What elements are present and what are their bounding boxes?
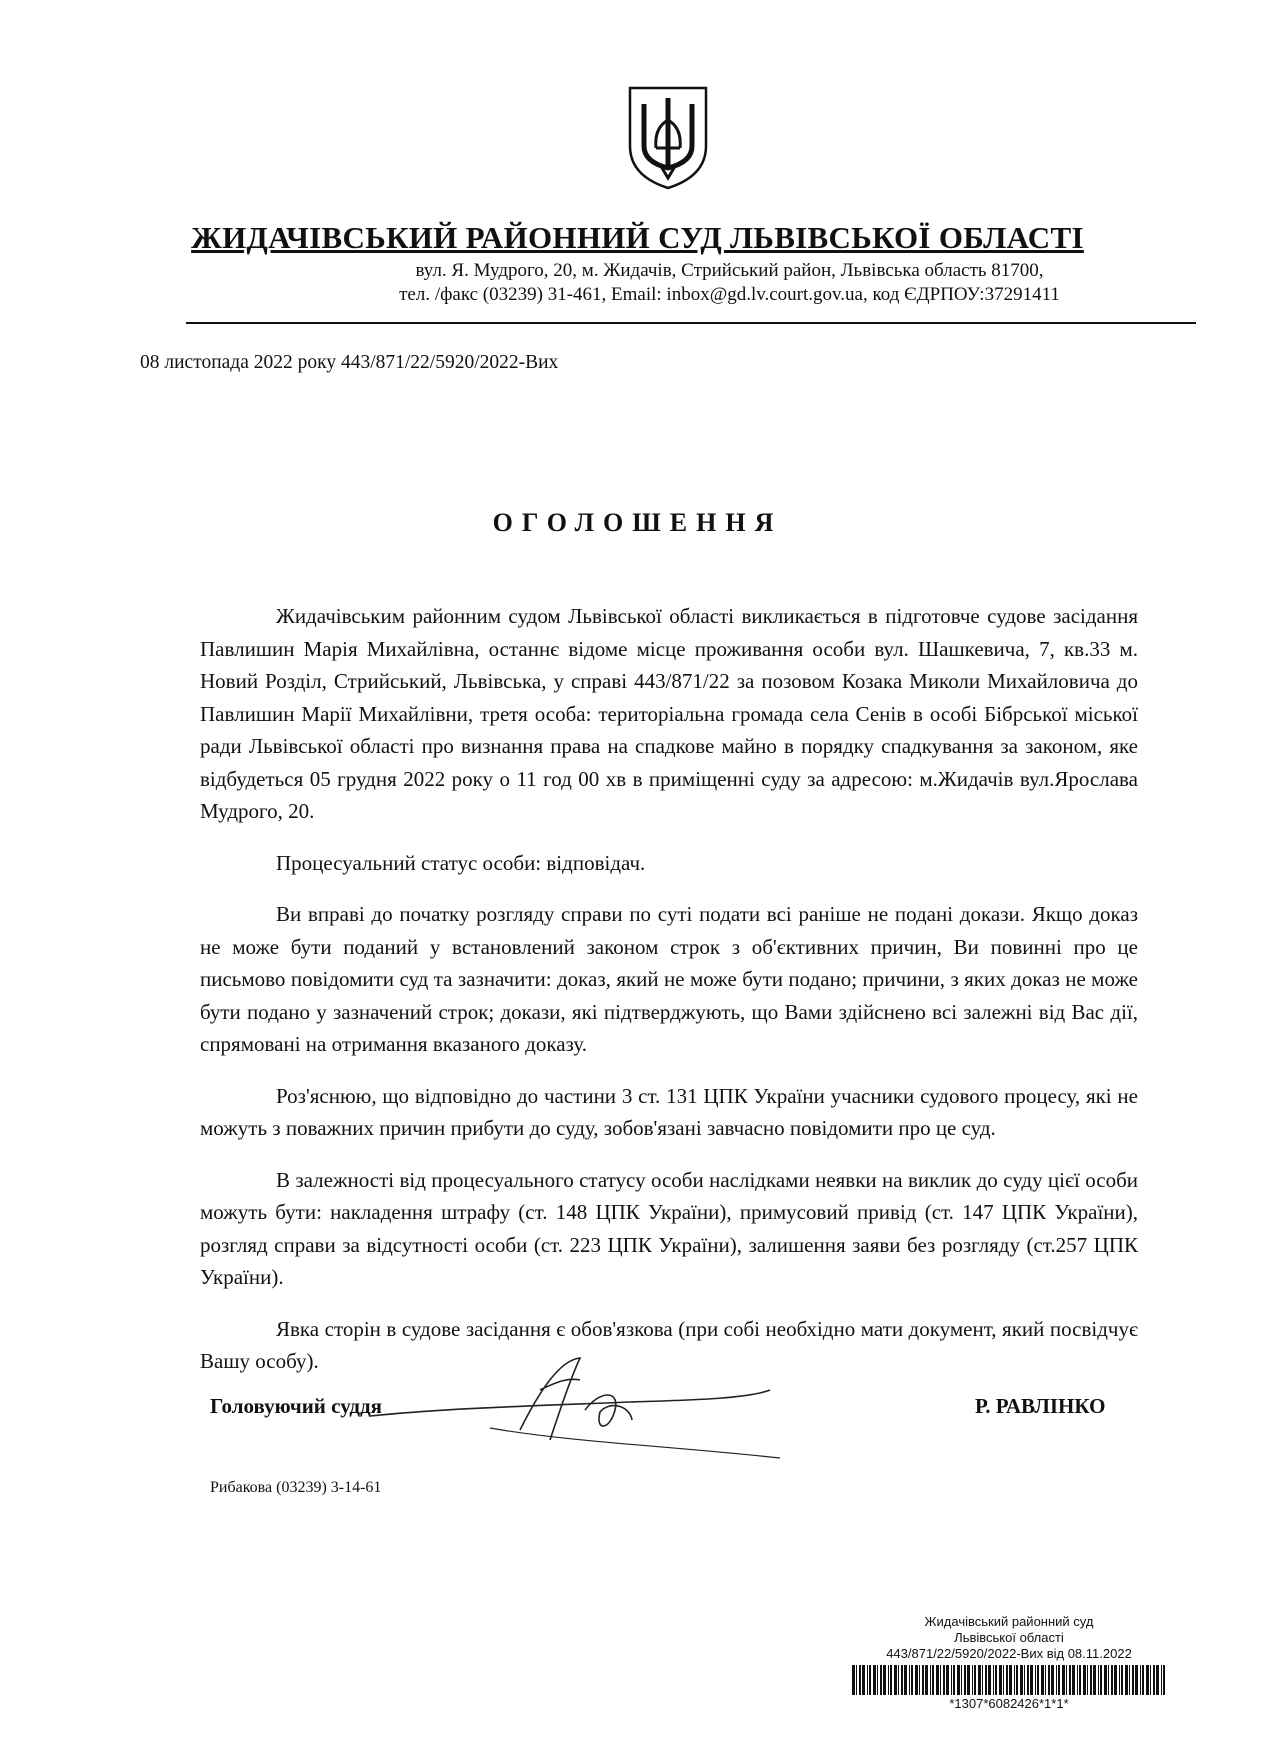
barcode-bar	[1140, 1665, 1141, 1695]
registration-stamp	[844, 1614, 1174, 1662]
barcode-bar	[911, 1665, 913, 1695]
barcode-bar	[867, 1665, 868, 1695]
barcode-bar	[1090, 1665, 1092, 1695]
paragraph-evidence: Ви вправі до початку розгляду справи по суті подати всі раніше не подані докази. Якщо доказ не може бути поданий у встановлений законом строк з об'єктивних причин, Ви повинні про це письмово повідомити суд та зазначити: доказ, який не може бути подано; причини, з яких доказ не може бути подано у зазначений строк; докази, які підтверджують, що Вами здійснено всі залежні від Вас дії, спрямовані на отримання вказаного доказу.	[200, 902, 1138, 1056]
barcode-bar	[1020, 1665, 1023, 1695]
barcode-bar	[1132, 1665, 1134, 1695]
barcode-bar	[1104, 1665, 1107, 1695]
barcode-bar	[1051, 1665, 1054, 1695]
barcode-bar	[995, 1665, 997, 1695]
barcode-bar	[1100, 1665, 1102, 1695]
header-divider	[186, 322, 1196, 324]
barcode-bar	[898, 1665, 899, 1695]
barcode-bar	[1156, 1665, 1159, 1695]
barcode-bar	[930, 1665, 931, 1695]
barcode-bar	[936, 1665, 939, 1695]
stamp-region-line: Львівської області	[954, 1630, 1064, 1645]
barcode-bar	[888, 1665, 889, 1695]
barcode-bar	[1098, 1665, 1099, 1695]
outgoing-reference: 08 листопада 2022 року 443/871/22/5920/2022-Вих	[140, 352, 559, 373]
barcode-bar	[922, 1665, 924, 1695]
barcode-bar	[1056, 1665, 1057, 1695]
barcode-bar	[1119, 1665, 1120, 1695]
barcode-bar	[1163, 1665, 1165, 1695]
barcode-bar	[904, 1665, 907, 1695]
barcode-bar	[856, 1665, 857, 1695]
barcode-bar	[909, 1665, 910, 1695]
barcode-bar	[1069, 1665, 1071, 1695]
barcode-number: *1307*6082426*1*1*	[949, 1696, 1069, 1711]
barcode-bar	[964, 1665, 966, 1695]
barcode-bar	[1066, 1665, 1067, 1695]
barcode-bar	[1079, 1665, 1081, 1695]
paragraph-attendance: Явка сторін в судове засідання є обов'язкова (при собі необхідно мати документ, який посвідчує Вашу особу).	[200, 1316, 1138, 1373]
document-title: ОГОЛОШЕННЯ	[492, 508, 783, 537]
stamp-reference-line: 443/871/22/5920/2022-Вих від 08.11.2022	[886, 1646, 1132, 1661]
barcode-bar	[1037, 1665, 1039, 1695]
stamp-court-line: Жидачівський районний суд	[924, 1614, 1094, 1629]
barcode-bar	[1121, 1665, 1123, 1695]
paragraph-explanation: Роз'яснюю, що відповідно до частини 3 ст. 131 ЦПК України учасники судового процесу, які не можуть з поважних причин прибути до суду, зобов'язані завчасно повідомити про це суд.	[200, 1083, 1138, 1140]
barcode-bar	[1135, 1665, 1138, 1695]
barcode-bar	[932, 1665, 934, 1695]
barcode-bar	[940, 1665, 941, 1695]
barcode-bar	[1125, 1665, 1128, 1695]
paragraph-status: Процесуальний статус особи: відповідач.	[276, 850, 646, 875]
barcode-bar	[862, 1665, 865, 1695]
barcode-bar	[1150, 1665, 1151, 1695]
barcode-bar	[957, 1665, 960, 1695]
barcode-bar	[993, 1665, 994, 1695]
barcode-bar	[961, 1665, 962, 1695]
barcode-bar	[1072, 1665, 1075, 1695]
barcode-bar	[915, 1665, 918, 1695]
barcode-bar	[1093, 1665, 1096, 1695]
barcode-bar	[943, 1665, 945, 1695]
barcode-bar	[1027, 1665, 1029, 1695]
barcode-bar	[1087, 1665, 1088, 1695]
handwritten-signature	[370, 1350, 790, 1460]
barcode-bar	[1111, 1665, 1113, 1695]
barcode-bar	[901, 1665, 903, 1695]
barcode-bar	[1016, 1665, 1018, 1695]
barcode-bar	[877, 1665, 878, 1695]
signatory-role: Головуючий суддя	[210, 1394, 382, 1418]
court-contacts: тел. /факс (03239) 31-461, Email: inbox@gd.lv.court.gov.ua, код ЄДРПОУ:37291411	[399, 284, 1060, 305]
court-address: вул. Я. Мудрого, 20, м. Жидачів, Стрийський район, Львівська область 81700,	[415, 260, 1044, 281]
barcode-bar	[1030, 1665, 1033, 1695]
barcode-bar	[1003, 1665, 1004, 1695]
barcode-bar	[988, 1665, 991, 1695]
barcode-bar	[1024, 1665, 1025, 1695]
barcode-bar	[1146, 1665, 1149, 1695]
barcode-bar	[894, 1665, 897, 1695]
barcode	[852, 1665, 1166, 1695]
clerk-contact: Рибакова (03239) 3-14-61	[210, 1479, 382, 1496]
barcode-bar	[974, 1665, 976, 1695]
court-name: ЖИДАЧІВСЬКИЙ РАЙОННИЙ СУД ЛЬВІВСЬКОЇ ОБЛАСТІ	[191, 220, 1084, 255]
barcode-bar	[925, 1665, 928, 1695]
barcode-bar	[999, 1665, 1002, 1695]
judge-name: Р. РАВЛІНКО	[975, 1394, 1106, 1418]
barcode-bar	[1142, 1665, 1144, 1695]
barcode-bar	[1077, 1665, 1078, 1695]
barcode-bar	[946, 1665, 949, 1695]
barcode-bar	[985, 1665, 987, 1695]
barcode-bar	[1048, 1665, 1050, 1695]
paragraph-consequences: В залежності від процесуального статусу особи наслідками неявки на виклик до суду цієї особи можуть бути: накладення штрафу (ст. 148 ЦПК України), примусовий привід (ст. 147 ЦПК України), розгляд справи за відсутності особи (ст. 223 ЦПК України), залишення заяви без розгляду (ст.257 ЦПК України).	[200, 1167, 1138, 1289]
barcode-bar	[1129, 1665, 1130, 1695]
barcode-bar	[1014, 1665, 1015, 1695]
barcode-bar	[953, 1665, 955, 1695]
paragraph-summons: Жидачівським районним судом Львівської області викликається в підготовче судове засідання Павлишин Марія Михайлівна, останнє відоме місце проживання особи вул. Шашкевича, 7, кв.33 м. Новий Розділ, Стрийський, Львівська, у справі 443/871/22 за позовом Козака Миколи Михайловича до Павлишин Марії Михайлівни, третя особа: територіальна громада села Сенів в особі Бібрської міської ради Львівської області про визнання права на спадкове майно в порядку спадкування за законом, яке відбудеться 05 грудня 2022 року о 11 год 00 хв в приміщенні суду за адресою: м.Жидачів вул.Ярослава Мудрого, 20.	[200, 604, 1138, 823]
barcode-bar	[967, 1665, 970, 1695]
barcode-bar	[1062, 1665, 1065, 1695]
barcode-bar	[859, 1665, 861, 1695]
barcode-bar	[951, 1665, 952, 1695]
barcode-bar	[1009, 1665, 1012, 1695]
notice-body	[200, 600, 1138, 1397]
barcode-bar	[1108, 1665, 1109, 1695]
barcode-bar	[883, 1665, 886, 1695]
barcode-bar	[869, 1665, 871, 1695]
barcode-bar	[1161, 1665, 1162, 1695]
barcode-bar	[1006, 1665, 1008, 1695]
trident-coat-of-arms-icon	[626, 84, 710, 192]
barcode-bar	[1083, 1665, 1086, 1695]
barcode-bar	[1041, 1665, 1044, 1695]
barcode-bar	[1058, 1665, 1060, 1695]
barcode-bar	[919, 1665, 920, 1695]
barcode-bar	[852, 1665, 855, 1695]
barcode-bar	[978, 1665, 981, 1695]
barcode-bar	[1114, 1665, 1117, 1695]
barcode-bar	[972, 1665, 973, 1695]
barcode-bar	[880, 1665, 882, 1695]
barcode-bar	[1153, 1665, 1155, 1695]
barcode-bar	[890, 1665, 892, 1695]
barcode-bar	[1045, 1665, 1046, 1695]
barcode-bar	[873, 1665, 876, 1695]
barcode-bar	[982, 1665, 983, 1695]
barcode-bar	[1035, 1665, 1036, 1695]
